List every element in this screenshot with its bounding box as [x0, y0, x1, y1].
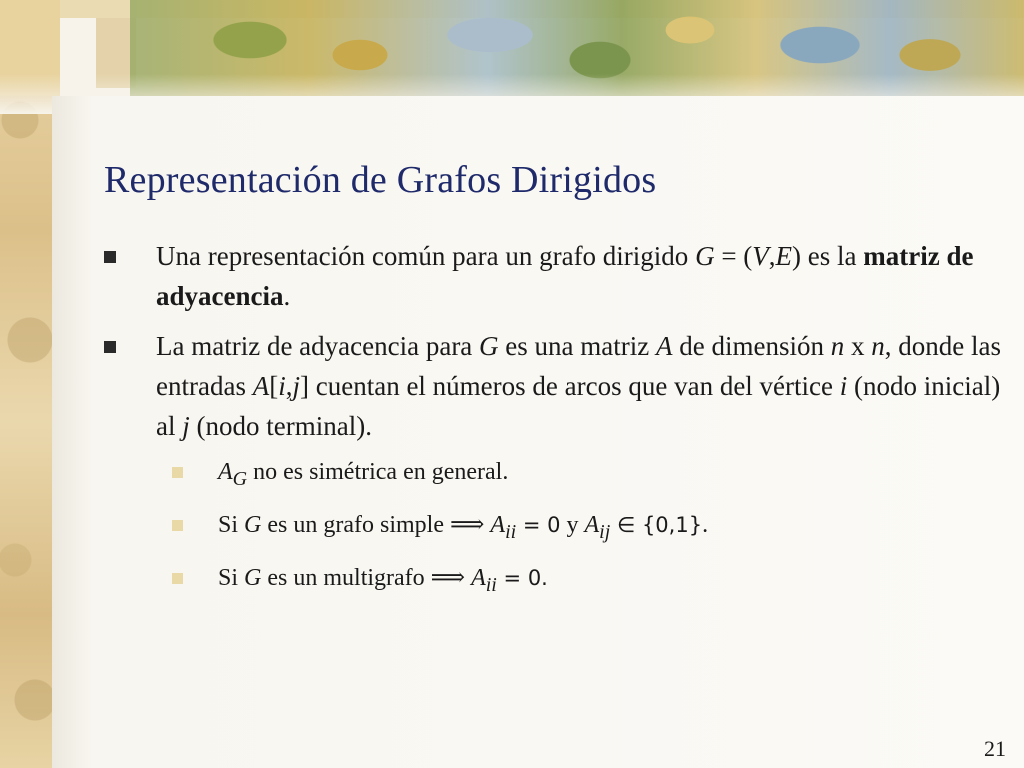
sub-bullet-item: Si G es un grafo simple ⟹ $A_{ii} = 0$ y $A_{ij}$ ∈ {0,1}.	[104, 509, 1014, 548]
page-number: 21	[984, 736, 1006, 761]
decorative-banner	[0, 0, 1024, 96]
square-bullet-icon	[172, 467, 183, 478]
bullet-item: Una representación común para un grafo dirigido G = (V,E) es la matriz de adyacencia.	[104, 236, 1014, 316]
square-bullet-icon	[104, 341, 116, 353]
square-bullet-icon	[172, 520, 183, 531]
square-bullet-icon	[104, 251, 116, 263]
square-bullet-icon	[172, 573, 183, 584]
parchment-border	[0, 0, 52, 768]
sub-bullet-item: $A_G$ no es simétrica en general.	[104, 456, 1014, 495]
slide-title: Representación de Grafos Dirigidos	[104, 159, 657, 201]
bullet-item: La matriz de adyacencia para G es una matriz A de dimensión n x n, donde las entradas A[i,j] cuentan el números de arcos que van del vértice i (nodo inicial) al j (nodo terminal).	[104, 326, 1014, 446]
sub-bullet-item: Si G es un multigrafo ⟹ $A_{ii} = 0$.	[104, 562, 1014, 601]
bullet-list	[104, 236, 1014, 614]
